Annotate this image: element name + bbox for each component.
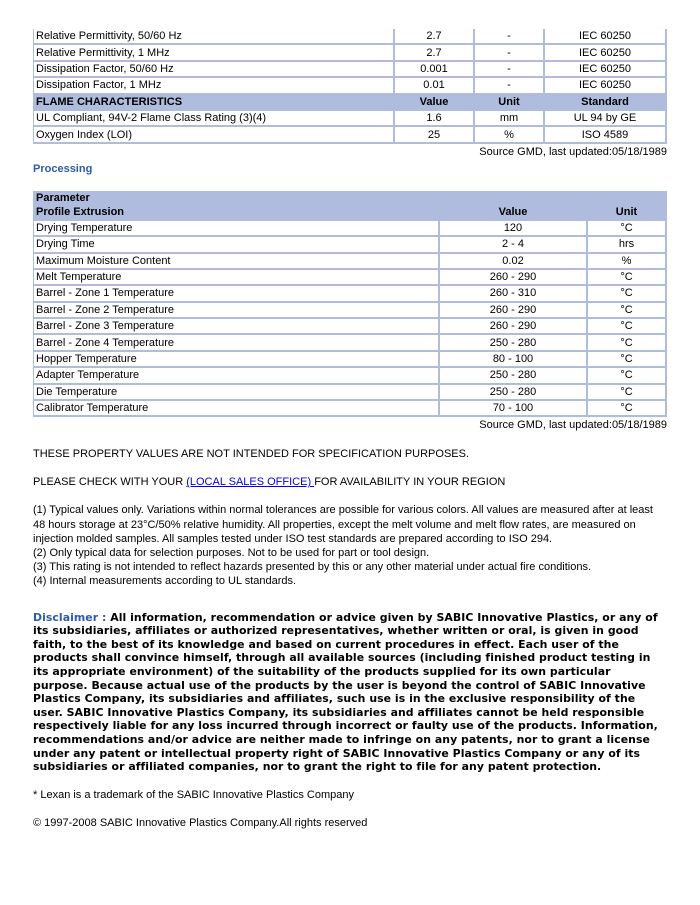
table-row — [33, 270, 667, 286]
column-header-value: Value — [440, 205, 588, 221]
property-standard: IEC 60250 — [545, 45, 667, 61]
footnote-3: (3) This rating is not intended to reflect hazards presented by this or any other material under actual fire conditions. — [33, 561, 592, 574]
column-header-parameter: Parameter — [33, 191, 440, 205]
parameter-value: 250 - 280 — [440, 368, 588, 384]
parameter-value: 260 - 290 — [440, 319, 588, 335]
property-standard: IEC 60250 — [545, 78, 667, 94]
parameter-name: Barrel - Zone 1 Temperature — [33, 286, 440, 302]
parameter-value: 0.02 — [440, 254, 588, 270]
property-standard: ISO 4589 — [545, 127, 667, 143]
parameter-value: 80 - 100 — [440, 352, 588, 368]
local-sales-office-link[interactable]: (LOCAL SALES OFFICE) — [186, 476, 315, 489]
parameter-unit: °C — [588, 352, 667, 368]
processing-heading: Processing — [33, 162, 93, 175]
property-unit: - — [475, 62, 545, 78]
footnote-1: (1) Typical values only. Variations within normal tolerances are possible for various colors. All values are measured after at least 48 hours storage at 23°C/50% relative humidity. All properties, except the melt volume and melt flow rates, are measured on injection molded samples. All samples tested under ISO test standards are prepared according to ISO 294. — [33, 504, 653, 545]
table-row — [33, 45, 667, 61]
parameter-unit: °C — [588, 286, 667, 302]
parameter-name: Maximum Moisture Content — [33, 254, 440, 270]
disclaimer-label: Disclaimer : — [33, 610, 111, 624]
table-row — [33, 254, 667, 270]
property-value: 0.001 — [395, 62, 475, 78]
notice-prefix: PLEASE CHECK WITH YOUR — [33, 476, 187, 489]
parameter-unit: °C — [588, 401, 667, 417]
parameter-value: 70 - 100 — [440, 401, 588, 417]
flame-section-heading: FLAME CHARACTERISTICS — [33, 95, 395, 111]
property-name: UL Compliant, 94V-2 Flame Class Rating (3)(4) — [33, 111, 395, 127]
property-name: Relative Permittivity, 50/60 Hz — [33, 29, 395, 45]
table-row — [33, 286, 667, 302]
disclaimer-block — [33, 611, 667, 774]
table-row — [33, 62, 667, 78]
footnotes — [33, 503, 667, 588]
parameter-name: Melt Temperature — [33, 270, 440, 286]
property-unit: % — [475, 127, 545, 143]
parameter-unit: °C — [588, 368, 667, 384]
property-value: 25 — [395, 127, 475, 143]
processing-subheader-row — [33, 205, 667, 221]
column-header-standard: Standard — [545, 95, 667, 111]
property-value: 1.6 — [395, 111, 475, 127]
property-unit: mm — [475, 111, 545, 127]
table-row — [33, 78, 667, 94]
parameter-value: 250 - 280 — [440, 335, 588, 351]
parameter-unit: hrs — [588, 237, 667, 253]
table-row — [33, 335, 667, 351]
parameter-value: 260 - 290 — [440, 303, 588, 319]
property-unit: - — [475, 78, 545, 94]
parameter-value: 260 - 310 — [440, 286, 588, 302]
table-row — [33, 352, 667, 368]
footnote-4: (4) Internal measurements according to UL standards. — [33, 575, 297, 588]
parameter-unit: °C — [588, 270, 667, 286]
parameter-value: 2 - 4 — [440, 237, 588, 253]
electrical-flame-table — [33, 29, 667, 144]
table-row — [33, 237, 667, 253]
property-name: Dissipation Factor, 50/60 Hz — [33, 62, 395, 78]
parameter-unit: °C — [588, 335, 667, 351]
property-value: 0.01 — [395, 78, 475, 94]
table-row — [33, 29, 667, 45]
column-header-unit: Unit — [588, 205, 667, 221]
datasheet-page — [33, 29, 667, 830]
table-row — [33, 221, 667, 237]
property-value: 2.7 — [395, 45, 475, 61]
column-header-value: Value — [395, 95, 475, 111]
footnote-2: (2) Only typical data for selection purposes. Not to be used for part or tool design. — [33, 547, 430, 560]
table-row — [33, 368, 667, 384]
parameter-name: Die Temperature — [33, 385, 440, 401]
property-name: Dissipation Factor, 1 MHz — [33, 78, 395, 94]
table-row — [33, 303, 667, 319]
property-value: 2.7 — [395, 29, 475, 45]
property-name: Relative Permittivity, 1 MHz — [33, 45, 395, 61]
property-standard: IEC 60250 — [545, 29, 667, 45]
notice-suffix: FOR AVAILABILITY IN YOUR REGION — [314, 476, 506, 489]
parameter-name: Barrel - Zone 3 Temperature — [33, 319, 440, 335]
processing-header-row — [33, 191, 667, 205]
disclaimer-text: All information, recommendation or advice given by SABIC Innovative Plastics, or any of its subsidiaries, affiliates or authorized representatives, whether written or oral, is given in good faith, to the best of its knowledge and based on current procedures in effect. Each user of the products shall convince himself, through all available sources (including finished product testing in its appropriate environment) of the suitability of the products supplied for its own particular purpose. Because actual use of the products by the user is beyond the control of SABIC Innovative Plastics Company, its subsidiaries and affiliates, such use is in the exclusive responsibility of the user. SABIC Innovative Plastics Company, its subsidiaries and affiliates cannot be held responsible respectively liable for any loss incurred through incorrect or faulty use of the products. Information, recommendations and/or advice are neither made to infringe on any patents, nor to grant a license under any patent or intellectual property right of SABIC Innovative Plastics Company or any of its subsidiaries or affiliated companies, nor to grant the right to file for any patent protection. — [33, 610, 658, 774]
property-name: Oxygen Index (LOI) — [33, 127, 395, 143]
column-header-unit: Unit — [475, 95, 545, 111]
parameter-value: 250 - 280 — [440, 385, 588, 401]
copyright-notice: © 1997-2008 SABIC Innovative Plastics Company.All rights reserved — [33, 816, 368, 829]
parameter-unit: °C — [588, 303, 667, 319]
table-row — [33, 401, 667, 417]
processing-table — [33, 191, 667, 418]
property-unit: - — [475, 45, 545, 61]
source-note: Source GMD, last updated:05/18/1989 — [479, 145, 667, 158]
parameter-value: 260 - 290 — [440, 270, 588, 286]
specification-notice: THESE PROPERTY VALUES ARE NOT INTENDED FOR SPECIFICATION PURPOSES. — [33, 448, 470, 461]
parameter-name: Drying Temperature — [33, 221, 440, 237]
table-row — [33, 385, 667, 401]
parameter-value: 120 — [440, 221, 588, 237]
parameter-unit: % — [588, 254, 667, 270]
property-standard: UL 94 by GE — [545, 111, 667, 127]
parameter-name: Drying Time — [33, 237, 440, 253]
parameter-name: Barrel - Zone 4 Temperature — [33, 335, 440, 351]
property-unit: - — [475, 29, 545, 45]
table-row — [33, 319, 667, 335]
parameter-name: Hopper Temperature — [33, 352, 440, 368]
sales-office-notice — [33, 475, 667, 489]
parameter-unit: °C — [588, 319, 667, 335]
parameter-name: Adapter Temperature — [33, 368, 440, 384]
parameter-name: Calibrator Temperature — [33, 401, 440, 417]
profile-extrusion-heading: Profile Extrusion — [33, 205, 440, 221]
parameter-unit: °C — [588, 221, 667, 237]
table-row — [33, 111, 667, 127]
property-standard: IEC 60250 — [545, 62, 667, 78]
source-note: Source GMD, last updated:05/18/1989 — [479, 419, 667, 432]
flame-header-row — [33, 95, 667, 111]
parameter-unit: °C — [588, 385, 667, 401]
parameter-name: Barrel - Zone 2 Temperature — [33, 303, 440, 319]
trademark-notice: * Lexan is a trademark of the SABIC Innovative Plastics Company — [33, 788, 354, 801]
table-row — [33, 127, 667, 143]
